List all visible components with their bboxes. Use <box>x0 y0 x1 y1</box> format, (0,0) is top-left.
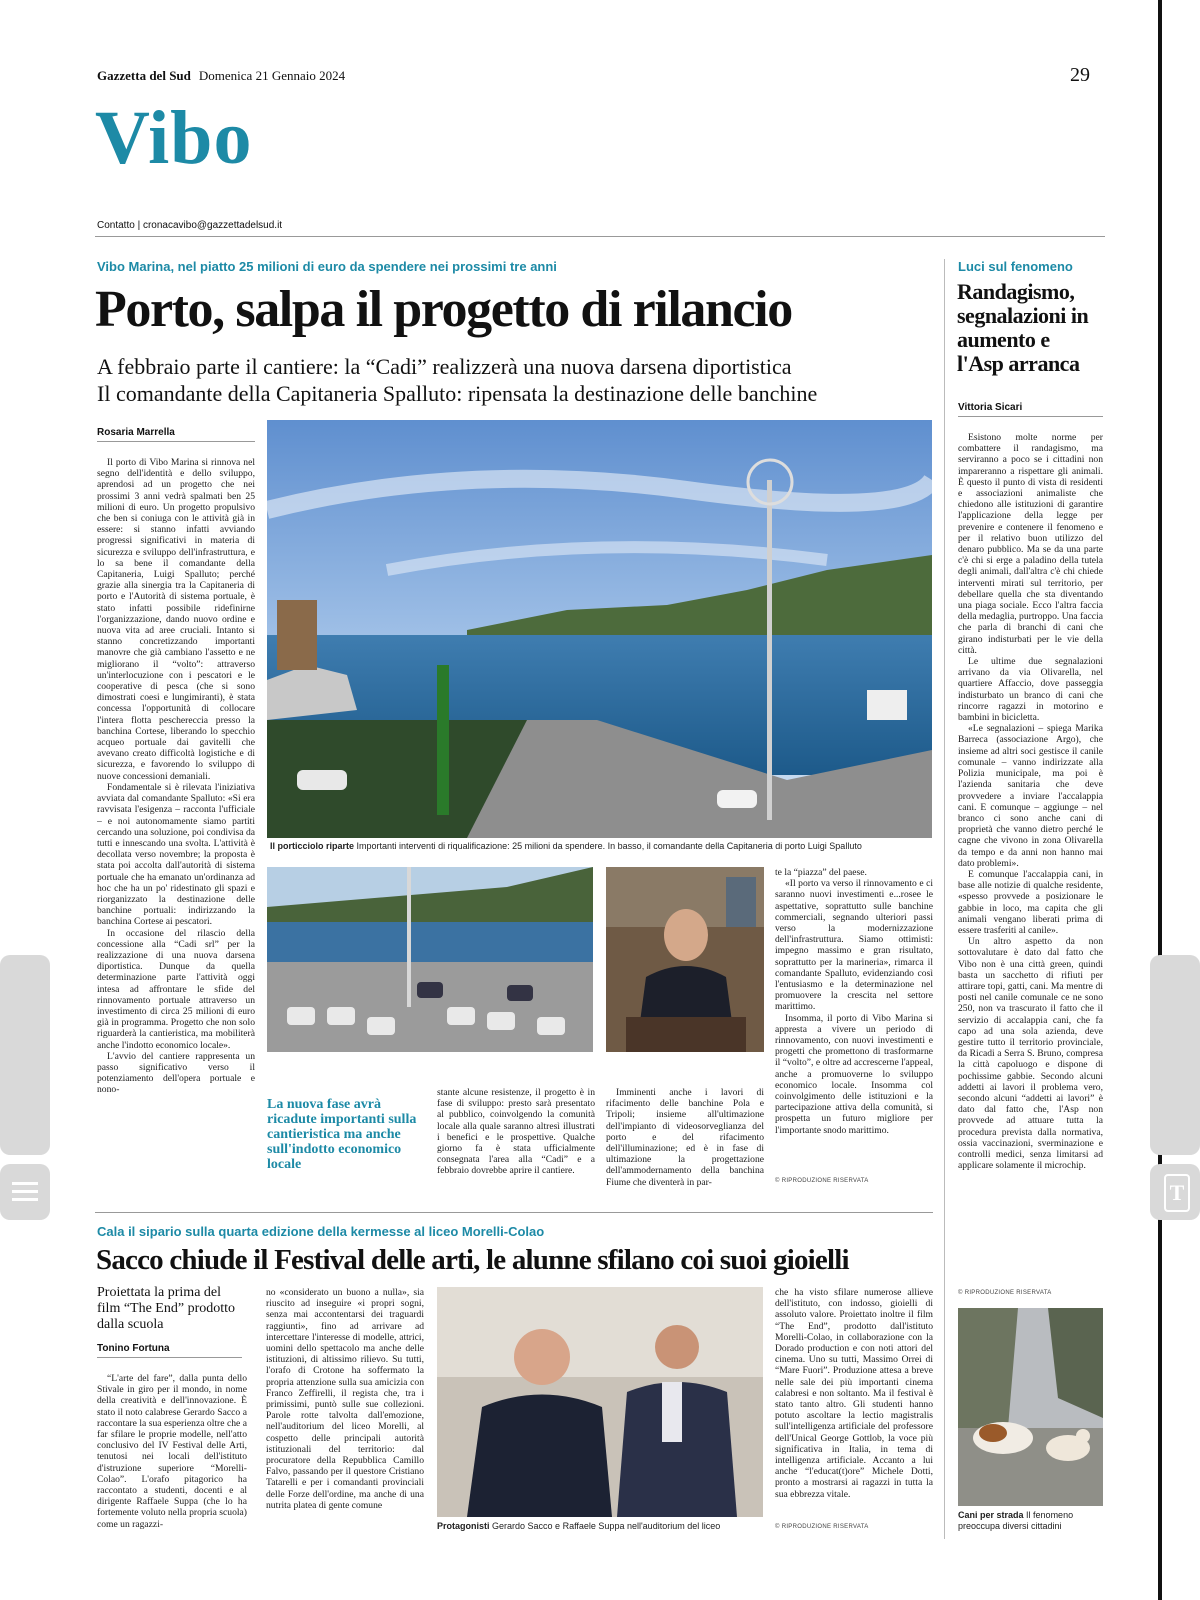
main-pullquote: La nuova fase avrà ricadute importanti sulla cantieristica ma anche sull'indotto economico locale <box>267 1097 417 1172</box>
main-col-1 <box>97 457 255 1187</box>
caption-text: Gerardo Sacco e Raffaele Suppa nell'auditorium del liceo <box>492 1521 721 1531</box>
main-kicker: Vibo Marina, nel piatto 25 milioni di euro da spendere nei prossimi tre anni <box>97 259 557 274</box>
caption-label: Cani per strada <box>958 1510 1024 1520</box>
dogs-photo-caption <box>958 1510 1103 1532</box>
main-col-5 <box>775 867 933 1177</box>
issue-date: Domenica 21 Gennaio 2024 <box>198 68 346 83</box>
commander-photo <box>606 867 764 1052</box>
caption-text: Il fenomeno preoccupa diversi cittadini <box>958 1510 1074 1531</box>
main-para: L'avvio del cantiere rappresenta un passo significativo verso il potenziamento dell'opera portuale e nono- <box>97 1050 255 1096</box>
harbour-photo <box>267 420 932 838</box>
caption-label: Il porticciolo riparte <box>270 841 355 851</box>
bottom-kicker: Cala il sipario sulla quarta edizione della kermesse al liceo Morelli-Colao <box>97 1224 545 1239</box>
bottom-col-1 <box>97 1373 247 1538</box>
side-byline: Vittoria Sicari <box>958 402 1103 417</box>
side-para: «Le segnalazioni – spiega Marika Barreca (associazione Argo), che insieme ad altri soci gestisce il canile comunale – vanno indirizzate alla Polizia municipale, ma poi è l'azienda sanitaria che deve provvedere a inviare l'accalappia cani. E comunque – aggiunge – nel branco ci sono anche cani di proprietà che vanno dietro perché le cagne che vivono in zona Olivarella da tempo e da anni non hanno mai dato problemi». <box>958 723 1103 869</box>
bottom-col-2 <box>266 1287 424 1537</box>
bottom-headline: Sacco chiude il Festival delle arti, le alunne sfilano coi suoi gioielli <box>96 1244 849 1276</box>
side-body <box>958 432 1103 1282</box>
port-parking-photo <box>267 867 593 1052</box>
bottom-deck: Proiettata la prima del film “The End” prodotto dalla scuola <box>97 1285 236 1332</box>
main-para: Fondamentale si è rilevata l'iniziativa avviata dal comandante Spalluto: «Si era ravvisata l'esigenza – racconta l'ufficiale – e noi autonomamente siamo partiti cercando una soluzione, poi condivisa da tutti e innescando una svolta. L'attività è decollata verso novembre; la proposta è stata poi accolta dall'autorità di sistema portuale che ha emanato un'ordinanza ad hoc che ha un po' ridestinato gli spazi e riorganizzato la destinazione delle banchine portuali: indirizzando la banchina Cortese ai pescatori. <box>97 781 255 928</box>
text-tool-tab[interactable] <box>1150 1164 1200 1220</box>
side-kicker: Luci sul fenomeno <box>958 259 1073 274</box>
main-para: «Il porto va verso il rinnovamento e ci saranno nuovi investimenti e...rosee le aspettative, soprattutto sulle banchine commerciali, segnando ulteriori passi verso la modernizzazione dell'infrastruttura. Siamo ottimisti: impegno massimo e gran risultato, soprattutto per la marineria», rimarca il comandante Spalluto, evidenziando così l'entusiasmo e la determinazione nel promuovere la crescita nel settore marittimo. <box>775 878 933 1013</box>
main-col-3 <box>437 1087 595 1187</box>
menu-icon <box>12 1182 38 1185</box>
sacco-photo-caption <box>437 1521 763 1531</box>
bottom-story-rule <box>95 1212 933 1213</box>
section-contact: Contatto | cronacavibo@gazzettadelsud.it <box>97 220 283 231</box>
text-tool-icon: T <box>1164 1174 1190 1212</box>
side-para: Le ultime due segnalazioni arrivano da via Olivarella, nel quartiere Affaccio, dove passeggia indisturbato un branco di cani che rincorre ragazzi in motorino e bambini in bicicletta. <box>958 656 1103 724</box>
dogs-photo <box>958 1308 1103 1506</box>
side-headline: Randagismo, segnalazioni in aumento e l'Asp arranca <box>957 279 1089 376</box>
main-para: stante alcune resistenze, il progetto è in fase di sviluppo: presto sarà presentato al pubblico, coinvolgendo la comunità locale alla quale saranno altresì illustrati i benefici e le prospettive. Qualche giorno fa è stata ufficialmente consegnata l'area alla “Cadi” e a febbraio dovrebbe aprire il cantiere. <box>437 1087 595 1177</box>
main-subhead-2: Il comandante della Capitaneria Spalluto: ripensata la destinazione delle banchine <box>97 381 818 406</box>
bottom-col-3 <box>775 1287 933 1520</box>
main-para: In occasione del rilascio della concessione alla “Cadi srl” per la realizzazione di una nuova darsena diportistica. Dunque da quella determinazione parte l'attività oggi intesa ad affrontare le sfide del rinnovamento portuale attraverso un investimento di circa 25 milioni di euro già in programma. Progetto che non solo riguarderà la cantieristica, ma mobiliterà anche l'indotto economico locale». <box>97 927 255 1051</box>
section-rule <box>95 236 1105 237</box>
bottom-repro: © RIPRODUZIONE RISERVATA <box>775 1524 869 1530</box>
main-repro: © RIPRODUZIONE RISERVATA <box>775 1178 869 1184</box>
bottom-para: che ha visto sfilare numerose allieve dell'istituto, con indosso, gioielli di assoluto valore. Proiettato inoltre il film “The End”, prodotto dall'istituto Morelli-Colao, in collaborazione con la Dorado production e con noti attori del cinema. Uno su tutti, Massimo Orrei di “Mare Fuori”. Produzione attesa a breve nelle sale dei più importanti cinema calabresi e non soltanto. Ma il festival è stato tanto altro. Gli studenti hanno potuto ascoltare la lectio magistralis sull'intelligenza artificiale del professore dell'Unical George Gottlob, la voce più significativa in Italia, in tema di intelligenza artificiale. Accanto a lui anche “l'educat(t)ore” Michele Dotti, pronto a mostrarsi ai ragazzi in tutta la sua ebbrezza vitale. <box>775 1287 933 1500</box>
paper-name: Gazzetta del Sud <box>97 68 191 83</box>
masthead <box>97 67 1097 87</box>
side-repro: © RIPRODUZIONE RISERVATA <box>958 1290 1052 1296</box>
side-para: Esistono molte norme per combattere il randagismo, ma serviranno a poco se i cittadini non impareranno a rispettare gli animali. È questo il punto di vista di residenti e associazioni animaliste che chiedono alle istituzioni di garantire l'applicazione della legge per prevenire e contenere il fenomeno e per il relativo buon utilizzo del denaro pubblico. Ma se da una parte c'è chi si erge a paladino della tutela degli animali, dall'altra c'è chi chiede interventi mirati sul territorio, per debellare quella che sta diventando una piaga sociale. Ecco l'altra faccia della medaglia, purtroppo. Una faccia che parla di branchi di cani che girano indisturbati per le vie della città. <box>958 432 1103 656</box>
menu-tab[interactable] <box>0 1164 50 1220</box>
page-edge-bar <box>1158 0 1162 1600</box>
main-para: Imminenti anche i lavori di rifacimento delle banchine Pola e Tripoli; insieme all'ultimazione dell'impianto di videosorveglianza del porto e del rifacimento dell'illuminazione; ed è in fase di ultimazione la progettazione dell'ammodernamento della banchina Fiume che diventerà in par- <box>606 1087 764 1187</box>
main-para: te la “piazza” del paese. <box>775 867 867 878</box>
harbour-photo-caption <box>270 841 932 851</box>
side-column-rule <box>944 259 945 1539</box>
side-para: Un altro aspetto da non sottovalutare è dato dal fatto che Vibo non è una città green, quindi basta un sacchetto di rifiuti per attirare topi, gatti, cani. Ma mentre di posti nel canile comunale ce ne sono 250, non va trascurato il fatto che il servizio di accalappia cani, che fa capo ad una sola azienda, deve gestire tutto il territorio provinciale, da Ricadi a Serra S. Bruno, compresa la città capoluogo e dispone di pochissime gabbie. Secondo alcuni addetti ai lavori il problema vero, secondo alcuni “addetti ai lavori” è dato dal fatto che, l'Asp non provvede ad attuare tutta la procedura prevista dalla normativa, ossia vaccinazioni, sverminazione e controlli medici, senza limitarsi ad applicare solamente il microchip. <box>958 936 1103 1172</box>
side-para: E comunque l'accalappia cani, in base alle notizie di qualche residente, «spesso provvede a posizionare le gabbie in loco, ma capita che gli animali vengano liberati prima di essere trasferiti al canile». <box>958 868 1103 936</box>
sacco-suppa-photo <box>437 1287 763 1517</box>
main-subhead-1: A febbraio parte il cantiere: la “Cadi” realizzerà una nuova darsena diportistica <box>97 354 792 379</box>
main-col-4 <box>606 1087 764 1187</box>
bottom-para: no «considerato un buono a nulla», sia riuscito ad inseguire «i propri sogni, senza mai accontentarsi dei traguardi raggiunti», fino ad arrivare ad intercettare l'interesse di modelle, attrici, uomini dello spettacolo ma anche delle istituzioni, di altissimo rilievo. Su tutti, l'orafo di Crotone ha soffermato la propria attenzione sulla sua amicizia con Franco Zeffirelli, il regista che, tra i primissimi, puntò sulle sue collezioni. Parole rotte talvolta dall'emozione, nell'auditorium del liceo Morelli, al cospetto delle principali autorità istituzionali del territorio: dal procuratore della Repubblica Camillo Falvo, passando per il questore Cristiano Tatarelli e per i comandanti provinciali delle Forze dell'ordine, ma anche di una nutrita platea di gente comune <box>266 1287 424 1511</box>
caption-label: Protagonisti <box>437 1521 490 1531</box>
page-number: 29 <box>1070 64 1090 86</box>
main-byline: Rosaria Marrella <box>97 427 255 442</box>
section-title: Vibo <box>95 96 253 180</box>
right-side-tab[interactable] <box>1150 955 1200 1155</box>
main-headline: Porto, salpa il progetto di rilancio <box>95 281 792 338</box>
bottom-byline: Tonino Fortuna <box>97 1343 242 1358</box>
bottom-para: “L'arte del fare”, dalla punta dello Stivale in giro per il mondo, in nome della creatività e dell'innovazione. È stato il noto calabrese Gerardo Sacco a raccontare la sua esperienza oltre che a far sfilare le proprie modelle, nell'atto conclusivo del IV Festival delle Arti, tenutosi nei locali dell'istituto d'istruzione superiore “Morelli-Colao”. L'orafo pitagorico ha raccontato a studenti, docenti e al dirigente Raffaele Suppa (che lo ha fortemente voluto nella propria scuola) come un ragazzi- <box>97 1373 247 1530</box>
caption-text: Importanti interventi di riqualificazione: 25 milioni da spendere. In basso, il comandante della Capitaneria di porto Luigi Spalluto <box>356 841 862 851</box>
left-side-tab[interactable] <box>0 955 50 1155</box>
main-para: Insomma, il porto di Vibo Marina si appresta a vivere un periodo di rinnovamento, con nuovi investimenti e progetti che promettono di trasformarne il “volto”, e oltre ad accrescerne l'appeal, anche a promuoverne lo sviluppo economico locale. Insomma col coinvolgimento delle istituzioni e la partecipazione attiva della comunità, si prospetta un futuro migliore per l'importante snodo marittimo. <box>775 1012 933 1136</box>
main-para: Il porto di Vibo Marina si rinnova nel segno dell'identità e dello sviluppo, aprendosi ad un progetto che nei prossimi 3 anni vedrà spalmati ben 25 milioni di euro. Un progetto propulsivo che ben si coniuga con le attività già in essere: si stanno infatti avviando progressi significativi in materia di sicurezza e sviluppo dell'infrastruttura, e lo sa bene il comandante della Capitaneria, Luigi Spalluto; perché grazie alla sinergia tra la Capitaneria di porto e l'Autorità di sistema portuale, è stato infatti possibile ridefinirne l'organizzazione, dando nuovo ordine e nuova vita ad aree cruciali. Intanto si stanno concretizzando importanti manovre che già cambiano l'assetto e ne migliorano il “volto”: attraverso un'interlocuzione con i pescatori e le cooperative di pesca (che si sono dimostrati coesi e lungimiranti), è stata concessa l'opportunità di collocare l'intera flotta peschereccia presso la banchina Cortese, liberando lo specchio acqueo portuale dai gavitelli che avevano creato difficoltà logistiche e di sicurezza, e favorendo lo sviluppo di nuove concessioni demaniali. <box>97 457 255 782</box>
